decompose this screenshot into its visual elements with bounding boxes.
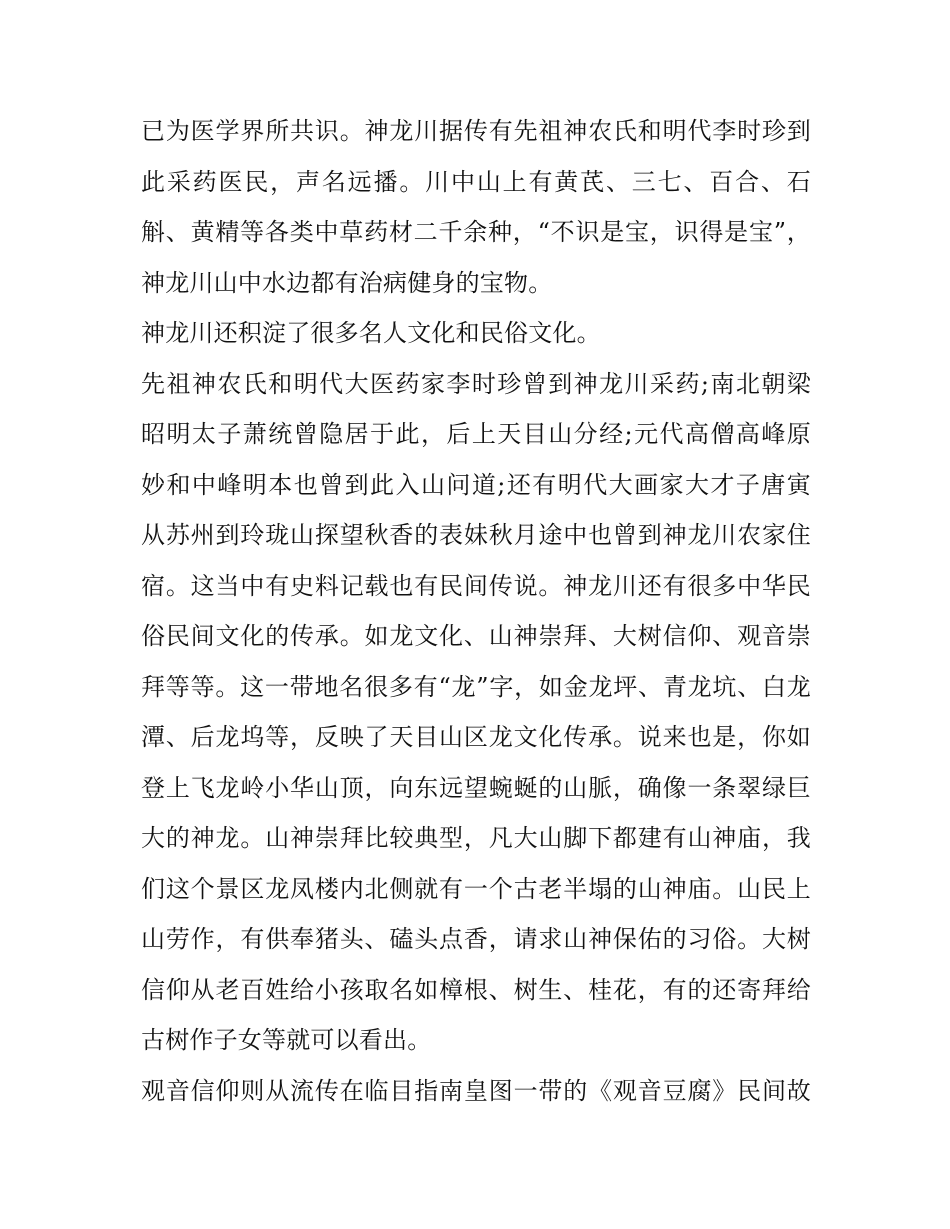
text-line: 山劳作，有供奉猪头、磕头点香，请求山神保佑的习俗。大树 — [141, 925, 811, 953]
text-line: 俗民间文化的传承。如龙文化、山神崇拜、大树信仰、观音崇 — [141, 622, 811, 650]
text-line: 观音信仰则从流传在临目指南皇图一带的《观音豆腐》民间故 — [141, 1076, 811, 1105]
text-line: 们这个景区龙凤楼内北侧就有一个古老半塌的山神庙。山民上 — [141, 874, 811, 903]
text-column — [141, 106, 811, 1116]
paragraph-culture-intro — [141, 308, 811, 359]
text-line: 此采药医民，声名远播。川中山上有黄芪、三七、百合、石 — [141, 167, 811, 196]
paragraph-herbal-medicine — [141, 106, 811, 308]
text-line: 妙和中峰明本也曾到此入山问道;还有明代大画家大才子唐寅 — [141, 470, 811, 499]
text-line: 宿。这当中有史料记载也有民间传说。神龙川还有很多中华民 — [141, 571, 811, 600]
text-line: 神龙川山中水边都有治病健身的宝物。 — [141, 268, 553, 297]
text-line: 拜等等。这一带地名很多有“龙”字，如金龙坪、青龙坑、白龙 — [141, 672, 811, 701]
text-line: 已为医学界所共识。神龙川据传有先祖神农氏和明代李时珍到 — [141, 117, 811, 145]
text-line: 古树作子女等就可以看出。 — [141, 1026, 432, 1054]
paragraph-folk-culture — [141, 359, 811, 1066]
text-line: 神龙川还积淀了很多名人文化和民俗文化。 — [141, 319, 601, 347]
text-line: 信仰从老百姓给小孩取名如樟根、树生、桂花，有的还寄拜给 — [141, 975, 811, 1004]
text-line: 昭明太子萧统曾隐居于此，后上天目山分经;元代高僧高峰原 — [141, 420, 811, 448]
text-line: 登上飞龙岭小华山顶，向东远望蜿蜒的山脈，确像一条翠绿巨 — [141, 773, 811, 802]
text-line: 潭、后龙坞等，反映了天目山区龙文化传承。说来也是，你如 — [141, 723, 811, 751]
text-line: 大的神龙。山神崇拜比较典型，凡大山脚下都建有山神庙，我 — [141, 824, 811, 852]
text-line: 斛、黄精等各类中草药材二千余种，“不识是宝，识得是宝”， — [141, 218, 811, 246]
paragraph-guanyin-belief — [141, 1066, 811, 1117]
text-line: 先祖神农氏和明代大医药家李时珍曾到神龙川采药;南北朝梁 — [141, 369, 811, 398]
text-line: 从苏州到玲珑山探望秋香的表妹秋月途中也曾到神龙川农家住 — [141, 521, 811, 549]
